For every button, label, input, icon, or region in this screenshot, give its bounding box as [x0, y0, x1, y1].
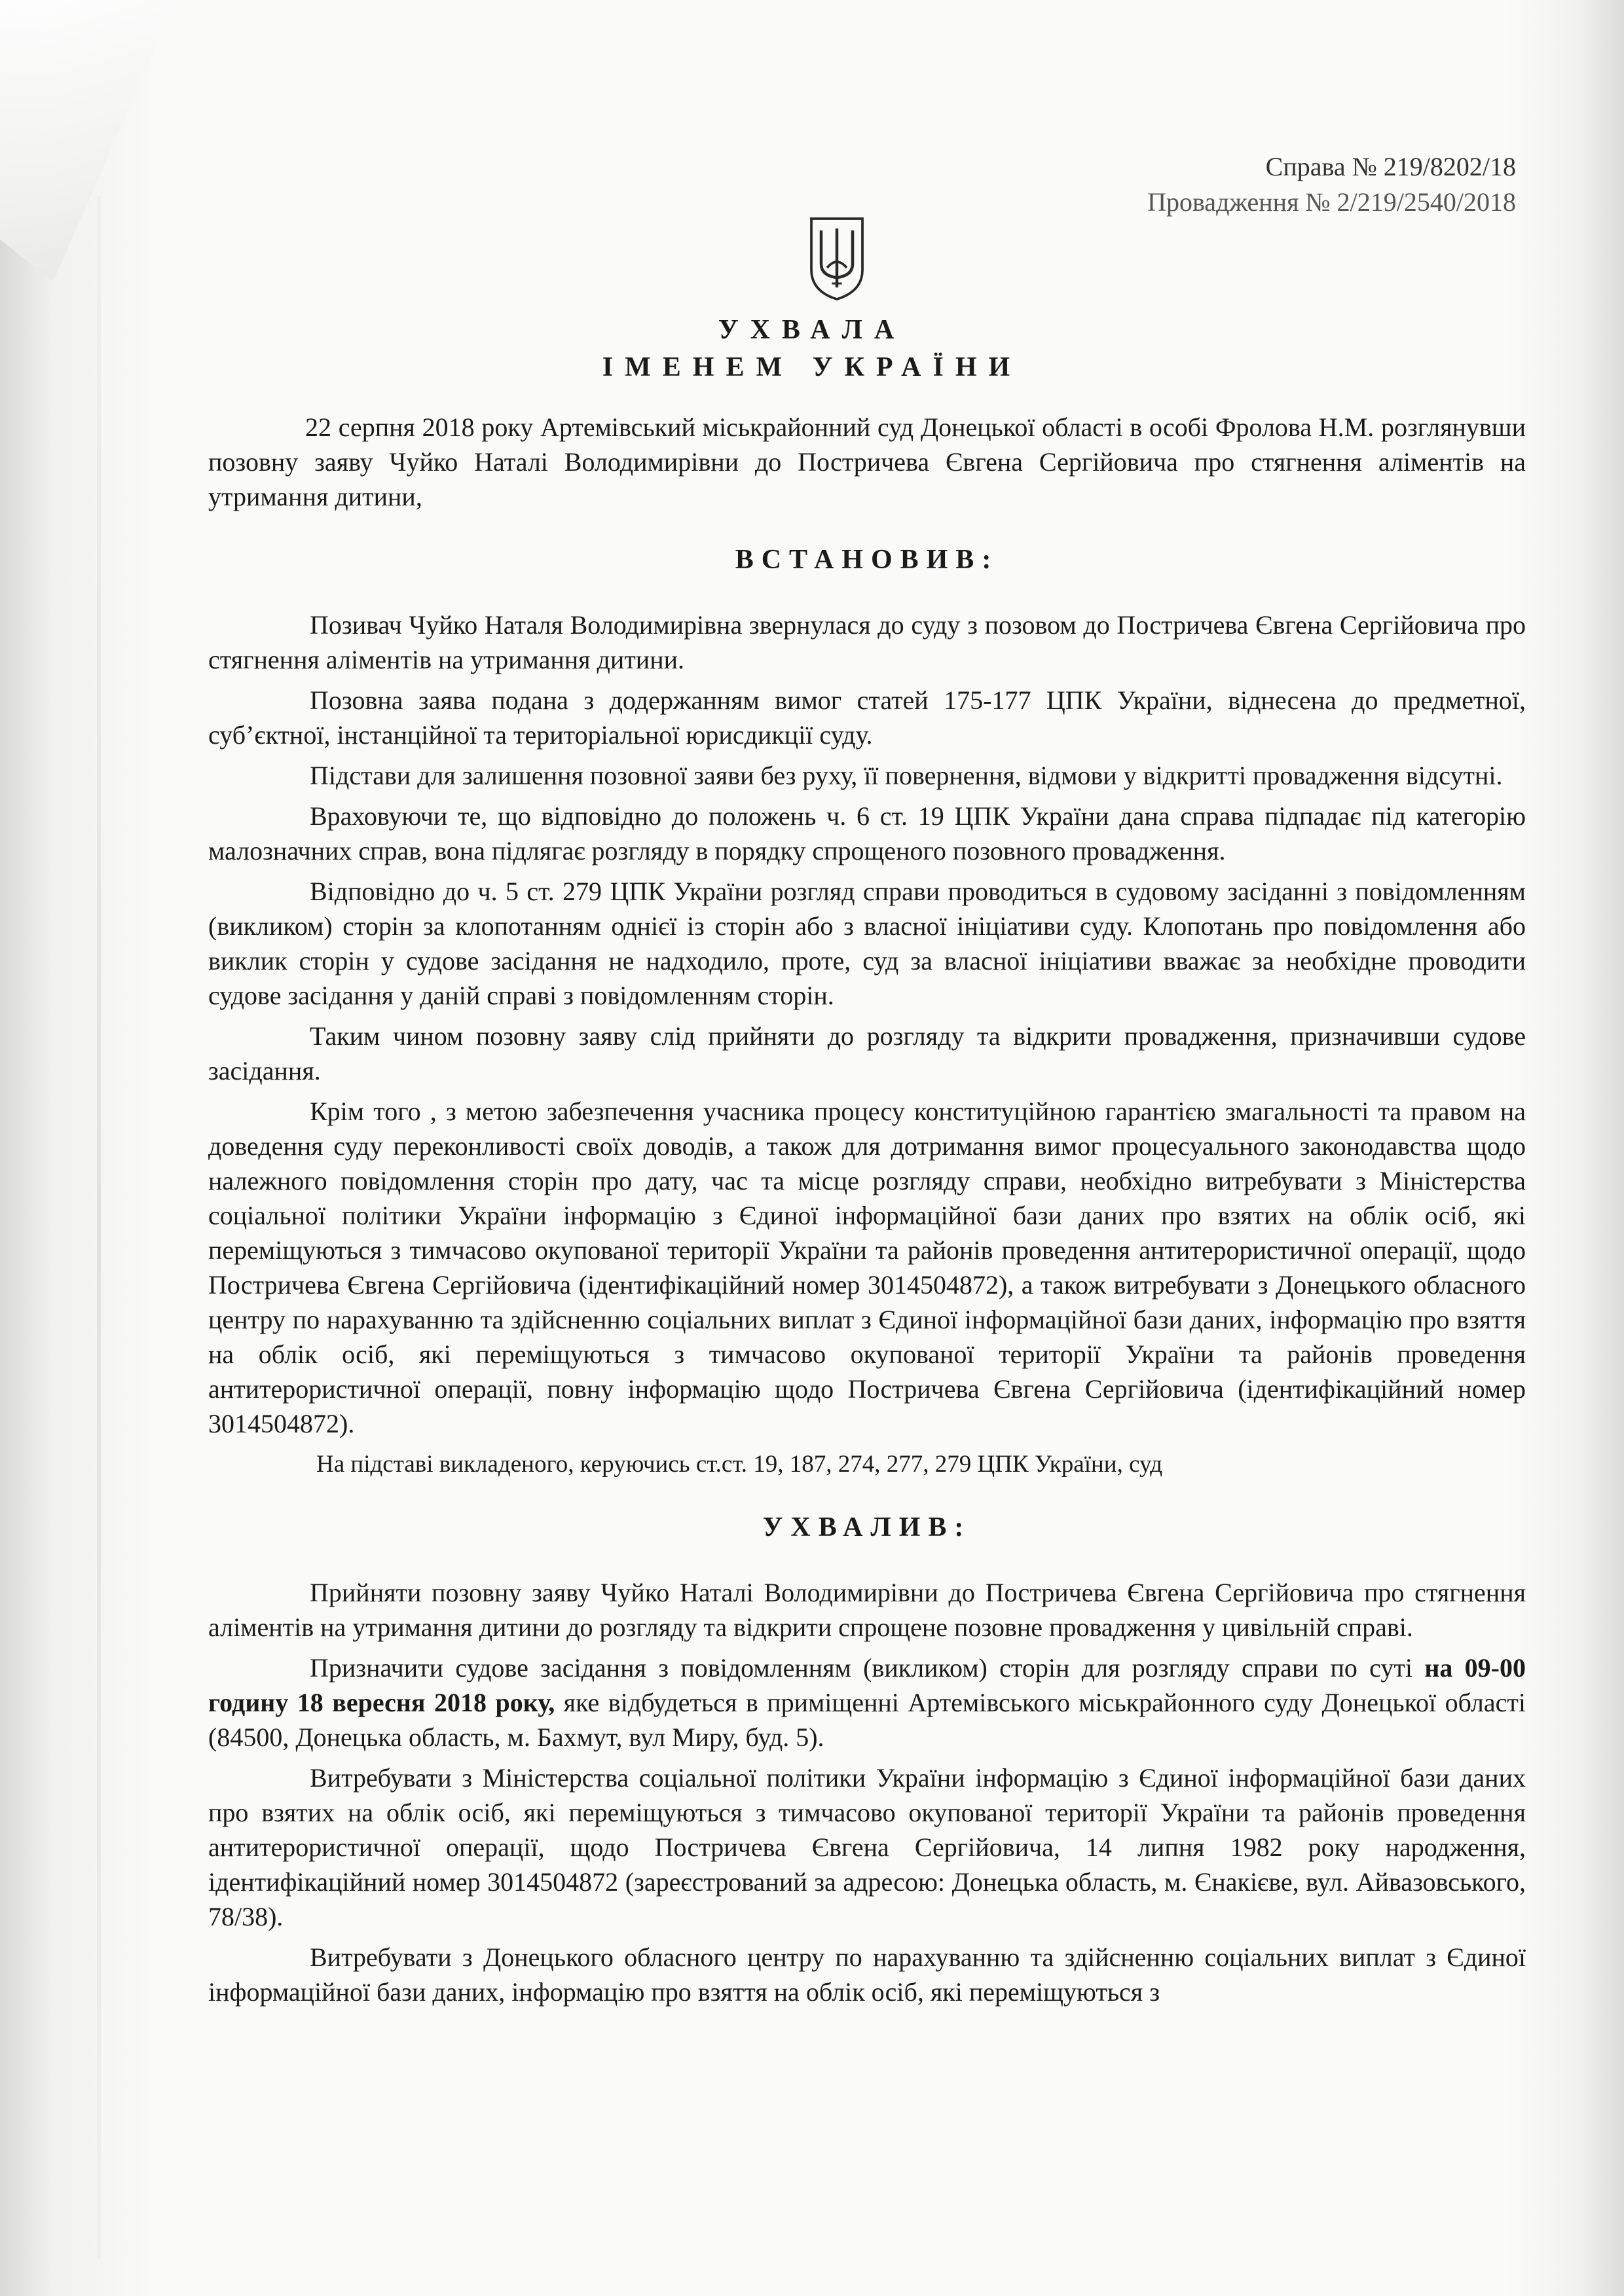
ruling-paragraph: Витребувати з Міністерства соціальної політики України інформацію з Єдиної інформаційної бази даних про взятих на облік осіб, які переміщуються з тимчасово окупованої території України та районів проведення антитерористичної операції, щодо Постричева Євгена Сергійовича, 14 липня 1982 року народження, ідентифікаційний номер 3014504872 (зареєстрований за адресою: Донецька область, м. Єнакієве, вул. Айвазовського, 78/38).: [208, 1763, 1526, 1931]
established-paragraph: Враховуючи те, що відповідно до положень ч. 6 ст. 19 ЦПК України дана справа підпадає під категорію малозначних справ, вона підлягає розгляду в порядку спрощеного позовного провадження.: [208, 801, 1526, 866]
established-paragraph: Таким чином позовну заяву слід прийняти до розгляду та відкрити провадження, призначивши судове засідання.: [208, 1021, 1526, 1085]
document-subtitle: ІМЕНЕМ УКРАЇНИ: [602, 352, 1022, 382]
document-title: УХВАЛА: [718, 315, 906, 345]
ruled-heading: УХВАЛИВ:: [762, 1512, 972, 1542]
case-number: Справа № 219/8202/18: [1265, 152, 1516, 181]
established-paragraph: Підстави для залишення позовної заяви без руху, її повернення, відмови у відкритті провадження відсутні.: [310, 761, 1503, 790]
document-body: [208, 410, 1526, 2015]
ruling-paragraph: Витребувати з Донецького обласного центру по нарахуванню та здійсненню соціальних виплат з Єдиної інформаційної бази даних, інформацію про взяття на облік осіб, які переміщуються з: [208, 1942, 1526, 2007]
hearing-date: на 09-00 годину 18 вересня 2018 року,: [208, 1653, 1526, 1717]
trident-emblem-icon: [807, 213, 866, 301]
proceeding-number: Провадження № 2/219/2540/2018: [1147, 187, 1516, 217]
established-paragraph: Позивач Чуйко Наталя Володимирівна звернулася до суду з позовом до Постричева Євгена Сергійовича про стягнення аліментів на утримання дитини.: [208, 610, 1526, 674]
case-reference: [1147, 149, 1516, 220]
established-heading: ВСТАНОВИВ:: [735, 545, 999, 575]
ruling-paragraph: Прийняти позовну заяву Чуйко Наталі Володимирівни до Постричева Євгена Сергійовича про стягнення аліментів на утримання дитини до розгляду та відкрити спрощене позовне провадження у цивільній справі.: [208, 1578, 1526, 1642]
established-paragraph: Позовна заява подана з додержанням вимог статей 175-177 ЦПК України, віднесена до предметної, суб’єктної, інстанційної та територіальної юрисдикції суду.: [208, 685, 1526, 750]
established-paragraph: Крім того , з метою забезпечення учасника процесу конституційною гарантією змагальності та правом на доведення суду переконливості своїх доводів, а також для дотримання вимог процесуального законодавства щодо належного повідомлення сторін про дату, час та місце розгляду справи, необхідно витребувати з Міністерства соціальної політики України інформацію з Єдиної інформаційної бази даних про взятих на облік осіб, які переміщуються з тимчасово окупованої території України та районів проведення антитерористичної операції, щодо Постричева Євгена Сергійовича (ідентифікаційний номер 3014504872), а також витребувати з Донецького обласного центру по нарахуванню та здійсненню соціальних виплат з Єдиної інформаційної бази даних, інформацію про взяття на облік осіб, які переміщуються з тимчасово окупованої території України та районів проведення антитерористичної операції, повну інформацію щодо Постричева Євгена Сергійовича (ідентифікаційний номер 3014504872).: [208, 1097, 1526, 1438]
binding-edge: [97, 196, 101, 2259]
hearing-text-end: яке відбудеться в приміщенні Артемівського міськрайонного суду Донецької області (84500, Донецька область, м. Бахмут, вул Миру, буд. 5).: [208, 1688, 1526, 1752]
basis-line: На підставі викладеного, керуючись ст.ст. 19, 187, 274, 277, 279 ЦПК України, суд: [316, 1451, 1163, 1478]
intro-paragraph: 22 серпня 2018 року Артемівський міськрайонний суд Донецької області в особі Фролова Н.М. розглянувши позовну заяву Чуйко Наталі Володимирівни до Постричева Євгена Сергійовича про стягнення аліментів на утримання дитини,: [208, 412, 1526, 511]
hearing-text-start: Призначити судове засідання з повідомленням (викликом) сторін для розгляду справи по суті: [310, 1653, 1425, 1683]
established-paragraph: Відповідно до ч. 5 ст. 279 ЦПК України розгляд справи проводиться в судовому засіданні з повідомленням (викликом) сторін за клопотанням однієї із сторін або з власної ініціативи суду. Клопотань про повідомлення або виклик сторін у судове засідання не надходило, проте, суд за власної ініціативи вважає за необхідне проводити судове засідання у даній справі з повідомленням сторін.: [208, 877, 1526, 1010]
ruling-paragraph-hearing: [208, 1650, 1526, 1755]
